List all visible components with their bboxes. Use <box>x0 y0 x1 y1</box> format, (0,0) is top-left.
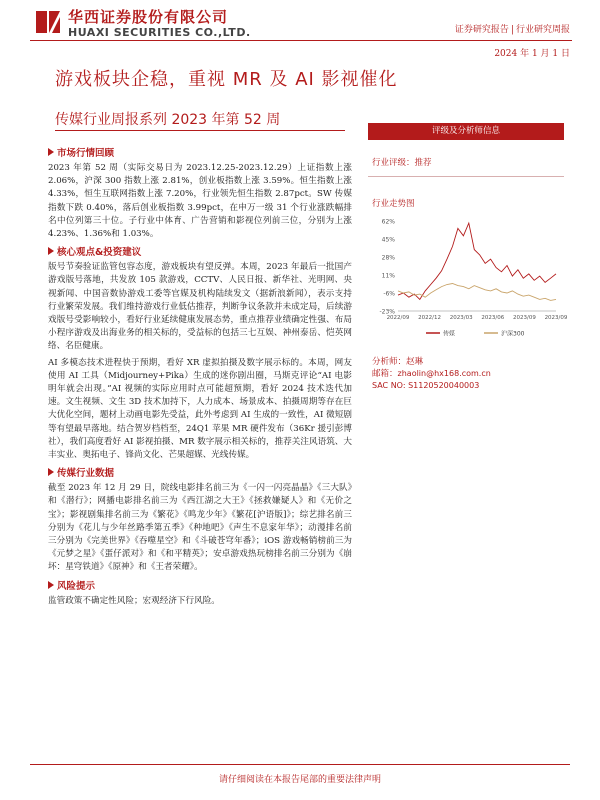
analyst-email: zhaolin@hx168.com.cn <box>397 369 491 378</box>
triangle-bullet-icon <box>48 247 54 255</box>
sidebar <box>368 123 568 392</box>
triangle-bullet-icon <box>48 468 54 476</box>
y-tick-label: -23% <box>379 308 395 316</box>
subtitle-divider <box>55 130 345 131</box>
analyst-email-row <box>372 368 564 380</box>
header-divider <box>30 40 572 41</box>
legal-disclaimer-link[interactable]: 请仔细阅读在本报告尾部的重要法律声明 <box>218 775 381 785</box>
y-tick-label: 11% <box>381 272 395 280</box>
trend-chart <box>368 213 568 348</box>
trend-chart-label: 行业走势图 <box>372 199 415 209</box>
report-subtitle: 传媒行业周报系列 2023 年第 52 周 <box>55 112 281 128</box>
legend-entry: 沪深300 <box>501 330 525 338</box>
document-type: 证券研究报告 | 行业研究周报 <box>454 25 570 35</box>
section-paragraph: 截至 2023 年 12 月 29 日，院线电影排名前三为《一闪一闪亮晶晶》《三大队》和《潜行》；网播电影排名前三为《西江湖之大王》《拯救嫌疑人》和《无价之宝》；影视剧集排名前三为《繁花》《鸣龙少年》《繁花[沪语版]》；综艺排名前三分别为《花儿与少年丝路季第五季》《种地吧》《声生不息家年华》；动漫排名前三分别为《完美世界》《吞噬星空》和《斗破苍穹年番》；iOS 游戏畅销榜前三为《元梦之星》《蛋仔派对》和《和平精英》；安卓游戏热玩榜排名前三分别为《崩坏：星穹铁道》《原神》和《王者荣耀》。 <box>48 483 352 573</box>
y-tick-label: 28% <box>381 254 395 262</box>
trend-chart-svg <box>368 213 568 348</box>
rating-box-title: 评级及分析师信息 <box>368 123 564 140</box>
x-tick-label: 2023/03 <box>449 315 473 321</box>
section-heading-risk: 风险提示 <box>48 578 352 592</box>
y-tick-label: -6% <box>383 290 395 298</box>
rating-divider <box>368 176 564 177</box>
x-tick-label: 2023/09 <box>544 315 568 321</box>
section-paragraph: 2023 年第 52 周（实际交易日为 2023.12.25-2023.12.29）上证指数上涨 2.06%，沪深 300 指数上涨 2.81%，创业板指数上涨 3.59%。恒生指数上涨 4.33%，恒生互联网指数上涨 7.20%，行业领先恒生指数 2.87pct。SW 传媒指数下跌 0.40%，落后创业板指数 3.99pct，在申万一级 31 个行业涨跌幅排名中位列第三十位。子行业中体育、广告营销和影视位列前三位，分别为上涨 4.23%、1.36%和 1.03%。 <box>48 163 352 240</box>
section-heading-market: 市场行情回顾 <box>48 145 352 159</box>
x-tick-label: 2022/12 <box>418 315 442 321</box>
main-content <box>48 145 352 611</box>
x-tick-label: 2022/09 <box>386 315 410 321</box>
analyst-info <box>368 356 564 392</box>
doc-type-primary: 证券研究报告 <box>454 25 509 35</box>
series-line-media <box>398 223 556 299</box>
company-name-cn: 华西证券股份有限公司 <box>68 8 229 26</box>
doc-type-secondary: 行业研究周报 <box>515 25 570 35</box>
triangle-bullet-icon <box>48 148 54 156</box>
analyst-sac-number: SAC NO: S1120520040003 <box>372 381 480 390</box>
section-paragraph: 监管政策不确定性风险；宏观经济下行风险。 <box>48 595 220 606</box>
analyst-name: 分析师：赵琳 <box>372 357 424 367</box>
page-header <box>0 0 600 46</box>
triangle-bullet-icon <box>48 581 54 589</box>
report-date: 2024 年 1 月 1 日 <box>494 49 570 59</box>
section-heading-data: 传媒行业数据 <box>48 465 352 479</box>
company-name-en: HUAXI SECURITIES CO.,LTD. <box>68 26 251 39</box>
email-label: 邮箱： <box>372 369 398 379</box>
company-logo-icon <box>33 7 63 37</box>
industry-rating: 行业评级：推荐 <box>372 158 432 168</box>
series-line-hs300 <box>398 284 556 301</box>
x-tick-label: 2023/06 <box>481 315 505 321</box>
section-heading-views: 核心观点&投资建议 <box>48 244 352 258</box>
x-tick-label: 2023/09 <box>512 315 536 321</box>
section-paragraph: 版号节奏验证监管包容态度，游戏板块有望反弹。本周，2023 年最后一批国产游戏版号落地，共发放 105 款游戏，CCTV、人民日报、新华社、光明网、央视新闻、中国音数协游戏工委等官媒及机构陆续发文（据新浪新闻），表示支持行业繁荣发展。我们维持游戏行业低估推荐，判断争议条款并未成定局，后续游戏版号受影响较小，看好行业延续健康发展态势，重点推荐业绩确定性强、布局小程序游戏及出海业务的相关标的，受益标的包括三七互娱、神州泰岳、恺英网络、名臣健康。 <box>48 262 352 352</box>
section-paragraph: AI 多模态技术进程快于预期，看好 XR 虚拟拍摄及数字展示标的。本周，网友使用 AI 工具（Midjourney+Pika）生成的迷你剧出圈，马斯克评论“AI 电影明年就会出现。”AI 视频的实际应用时点可能超预期，看好 2024 技术迭代加速。文生视频、文生 3D 技术加持下，人力成本、场景成本、拍摄周期等存在巨大优化空间，题材上动画电影先受益，此外考虑到 AI 生成的一致性，AI 微短剧等有望最早落地。结合贺岁档档至，24Q1 苹果 MR 硬件发布（36Kr 援引彭博社），我们高度看好 AI 影视拍摄、MR 数字展示相关标的，推荐关注风语筑、大丰实业、奥拓电子、锋尚文化、芒果超媒、光线传媒。 <box>48 357 352 461</box>
y-tick-label: 62% <box>381 218 395 226</box>
legend-entry: 传媒 <box>443 330 456 338</box>
report-title: 游戏板块企稳，重视 MR 及 AI 影视催化 <box>55 69 398 90</box>
footer-divider <box>30 764 570 765</box>
y-tick-label: 45% <box>381 236 395 244</box>
